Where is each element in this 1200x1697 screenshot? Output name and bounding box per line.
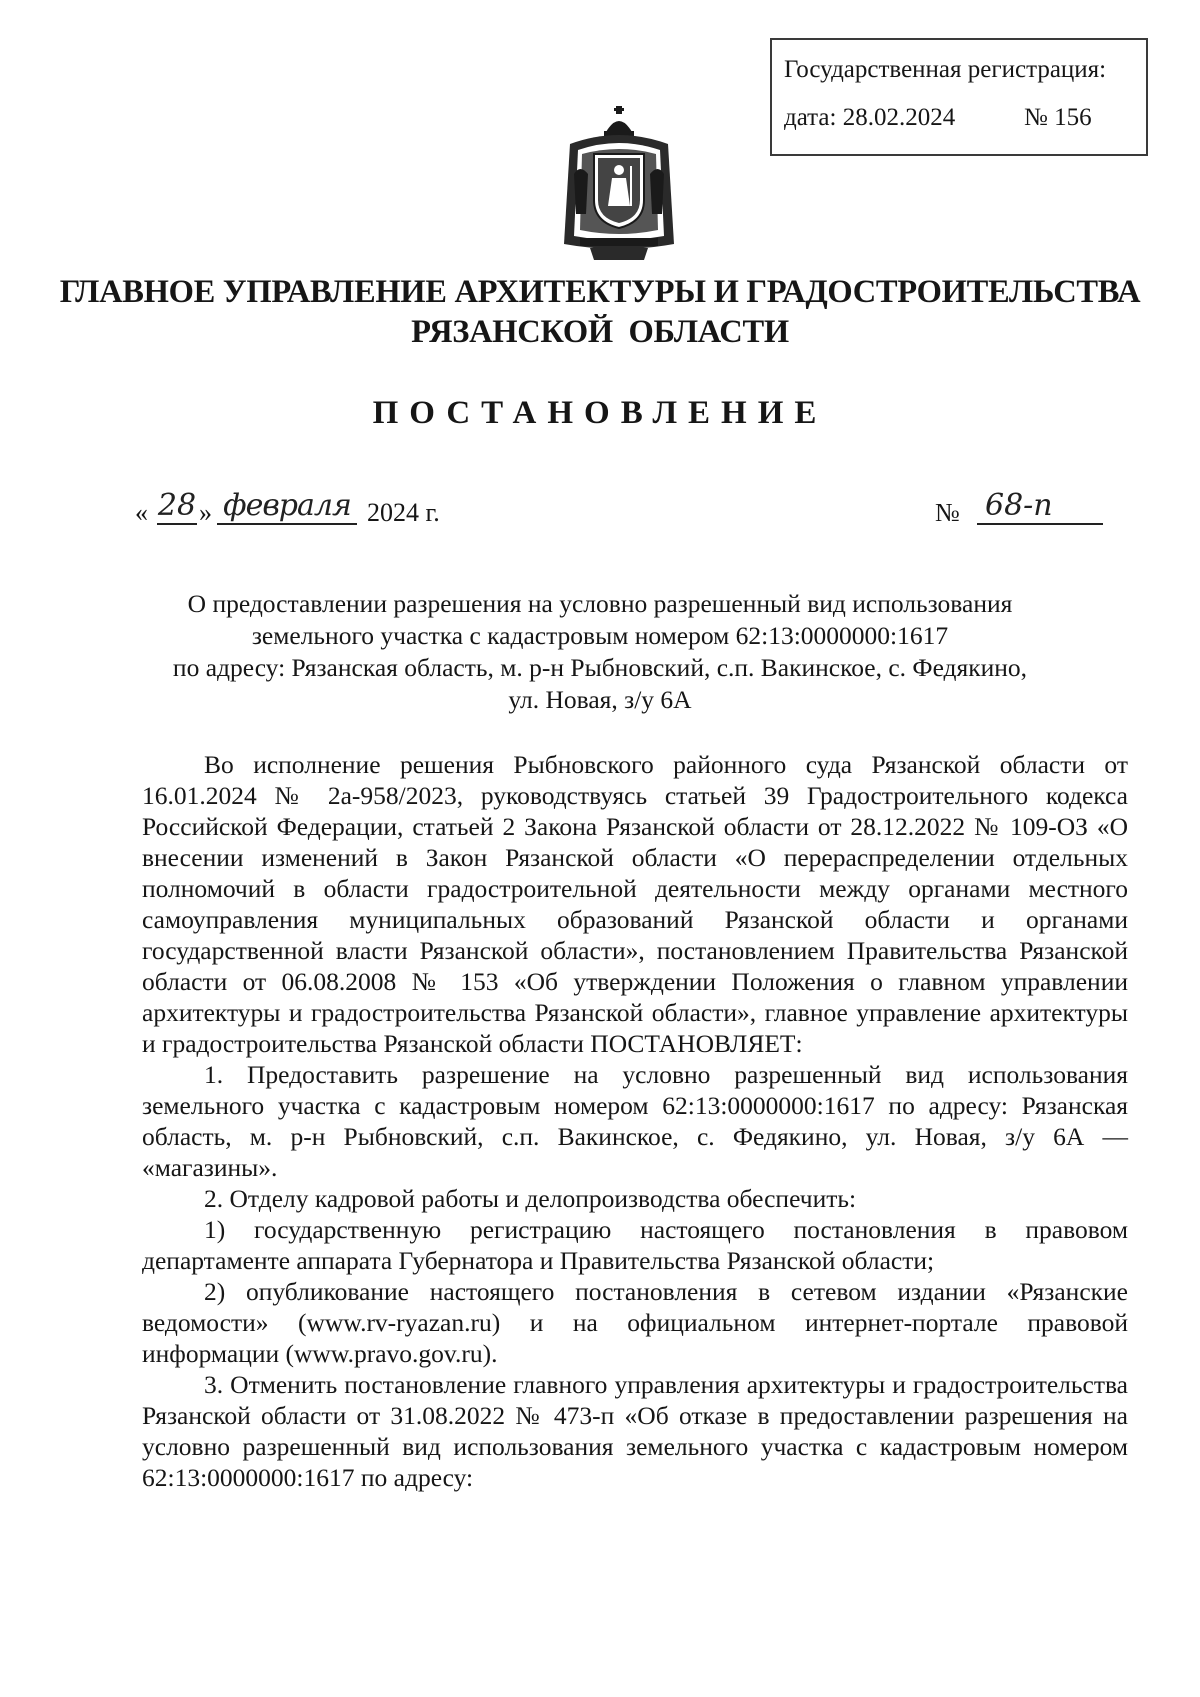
body-item-2-2: 2) опубликование настоящего постановления в сетевом издании «Рязанские ведомости» (www.rv-ryazan.ru) и на официальном интернет-портале правовой информации (www.pravo.gov.ru). (142, 1277, 1128, 1368)
body-preamble: Во исполнение решения Рыбновского районного суда Рязанской области от 16.01.2024 № 2а-958/2023, руководствуясь статьей 39 Градостроительного кодекса Российской Федерации, статьей 2 Закона Рязанской области от 28.12.2022 № 109-ОЗ «О внесении изменений в Закон Рязанской области «О перераспределении отдельных полномочий в области градостроительной деятельности между органами местного самоуправления муниципальных образований Рязанской области и органами государственной власти Рязанской области», постановлением Правительства Рязанской области от 06.08.2008 № 153 «Об утверждении Положения о главном управлении архитектуры и градостроительства Рязанской области», главное управление архитектуры и градостроительства Рязанской области ПОСТАНОВЛЯЕТ: (142, 750, 1128, 1058)
date-number-line (135, 490, 1095, 536)
subject-line1: О предоставлении разрешения на условно разрешенный вид использования (187, 589, 1013, 618)
body-item-3: 3. Отменить постановление главного управления архитектуры и градостроительства Рязанской области от 31.08.2022 № 473-п «Об отказе в предоставлении разрешения на условно разрешенный вид использования земельного участка с кадастровым номером 62:13:0000000:1617 по адресу: (142, 1370, 1128, 1492)
date-day: 28 (157, 488, 197, 523)
subject-line4: ул. Новая, з/у 6А (508, 685, 692, 714)
organization-title-line1: ГЛАВНОЕ УПРАВЛЕНИЕ АРХИТЕКТУРЫ И ГРАДОСТРОИТЕЛЬСТВА (59, 274, 1141, 310)
date-month: февраля (217, 488, 357, 525)
body-item-2-1: 1) государственную регистрацию настоящего постановления в правовом департаменте аппарата Губернатора и Правительства Рязанской области; (142, 1215, 1128, 1275)
registration-date: дата: 28.02.2024 (784, 104, 956, 131)
registration-stamp (770, 38, 1148, 156)
document-body (142, 749, 1128, 1493)
body-item-2: 2. Отделу кадровой работы и делопроизводства обеспечить: (204, 1184, 857, 1213)
date-quote-open: « (135, 498, 148, 527)
body-item-1: 1. Предоставить разрешение на условно разрешенный вид использования земельного участка с кадастровым номером 62:13:0000000:1617 по адресу: Рязанская область, м. р-н Рыбновский, с.п. Вакинское, с. Федякино, ул. Новая, з/у 6А — «магазины». (142, 1060, 1128, 1182)
ryazan-coat-of-arms-icon (560, 104, 678, 264)
date-quote-close: » (199, 498, 212, 527)
document-number-label: № (935, 498, 960, 527)
document-number: 68-п (977, 488, 1103, 525)
registration-title: Государственная регистрация: (784, 56, 1107, 83)
subject-line3: по адресу: Рязанская область, м. р-н Рыбновский, с.п. Вакинское, с. Федякино, (172, 653, 1028, 682)
document-type: ПОСТАНОВЛЕНИЕ (372, 395, 828, 431)
organization-title (0, 272, 1200, 352)
registration-number: № 156 (1024, 104, 1092, 131)
subject-line2: земельного участка с кадастровым номером 62:13:0000000:1617 (251, 621, 949, 650)
document-subject (100, 588, 1100, 716)
date-year: 2024 г. (367, 498, 440, 527)
organization-title-line2: РЯЗАНСКОЙ ОБЛАСТИ (411, 314, 789, 350)
